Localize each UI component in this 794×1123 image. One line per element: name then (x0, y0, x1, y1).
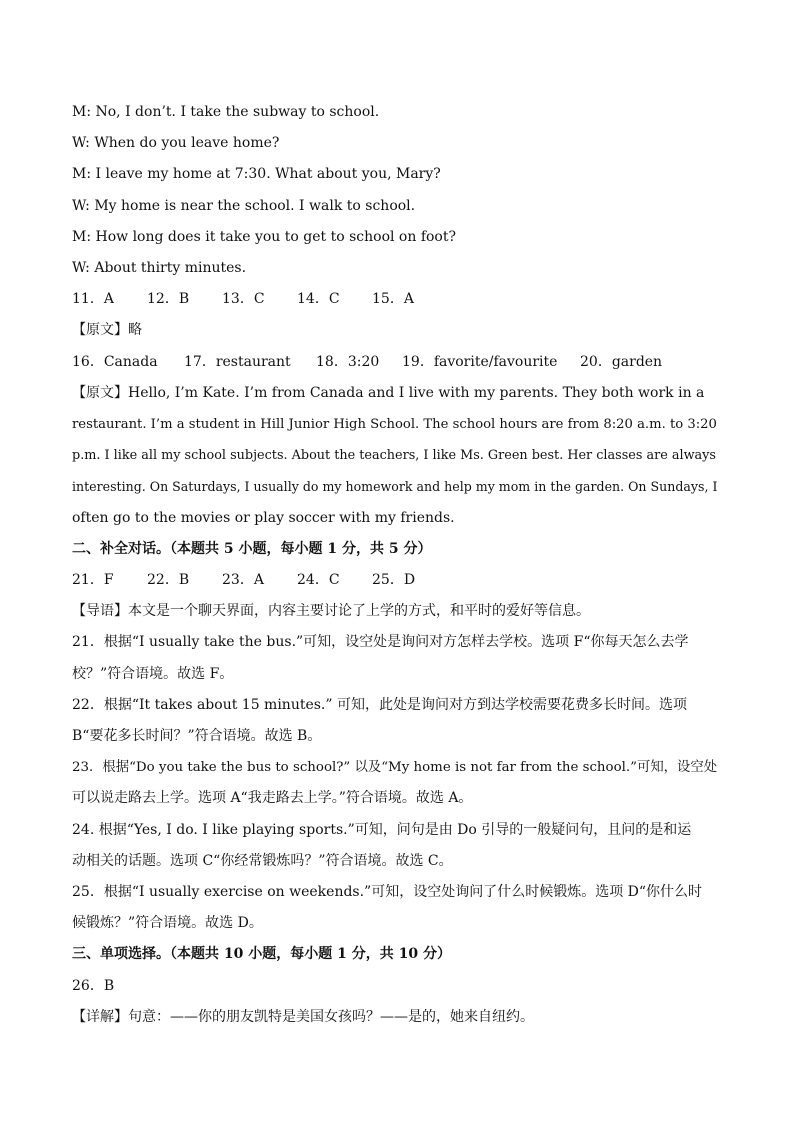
answers-21-25 (72, 565, 724, 596)
answer-item: 14．C (297, 291, 340, 308)
dialogue-line: M: How long does it take you to get to school on foot? (72, 228, 456, 245)
explanation-line: 22．根据“It takes about 15 minutes.” 可知，此处是询问对方到达学校需要花费多长时间。选项 (72, 696, 687, 713)
explanation-line: B“要花多长时间？”符合语境。故选 B。 (72, 728, 322, 745)
passage-line: often go to the movies or play soccer with my friends. (72, 509, 455, 526)
answer-item: 20．garden (580, 353, 663, 370)
answer-item: 15．A (372, 291, 414, 308)
dialogue-line: W: About thirty minutes. (72, 260, 247, 277)
answers-16-20 (72, 347, 724, 378)
answer-item: 21．F (72, 572, 114, 589)
document-page (72, 97, 724, 1033)
explanation-line: 校？”符合语境。故选 F。 (72, 665, 234, 682)
answer-item: 25．D (372, 572, 416, 589)
dialogue-line: W: When do you leave home? (72, 135, 280, 152)
guide-text: 【导语】本文是一个聊天界面，内容主要讨论了上学的方式，和平时的爱好等信息。 (72, 603, 590, 620)
dialogue-line: W: My home is near the school. I walk to school. (72, 197, 416, 214)
answer-item: 19．favorite/favourite (402, 353, 558, 370)
explanation-line: 24. 根据“Yes, I do. I like playing sports.”可知，问句是由 Do 引导的一般疑问句，且问的是和运 (72, 821, 692, 838)
explanation-line: 动相关的话题。选项 C“你经常锻炼吗？”符合语境。故选 C。 (72, 852, 453, 869)
detail-26: 【详解】句意：——你的朋友凯特是美国女孩吗？——是的，她来自纽约。 (72, 1008, 534, 1025)
answers-11-15 (72, 284, 724, 315)
answer-item: 22．B (147, 572, 190, 589)
original-note: 【原文】略 (72, 322, 142, 339)
dialogue-line: M: No, I don’t. I take the subway to school. (72, 104, 380, 120)
passage-line: restaurant. I’m a student in Hill Junior High School. The school hours are from 8:20 a.m. to 3:20 (72, 417, 717, 433)
answer-item: 13．C (222, 291, 265, 308)
answer-item: 23．A (222, 572, 264, 589)
section-heading: 二、补全对话。（本题共 5 小题，每小题 1 分，共 5 分） (72, 540, 432, 557)
answer-item: 12．B (147, 291, 190, 308)
answer-item: 18．3:20 (316, 353, 380, 370)
passage-line: 【原文】Hello, I’m Kate. I’m from Canada and I live with my parents. They both work in a (72, 384, 705, 401)
explanation-line: 21．根据“I usually take the bus.”可知，设空处是询问对方怎样去学校。选项 F“你每天怎么去学 (72, 634, 689, 651)
explanation-line: 可以说走路去上学。选项 A“我走路去上学。”符合语境。故选 A。 (72, 790, 473, 807)
answer-item: 16．Canada (72, 353, 158, 370)
passage-line: p.m. I like all my school subjects. About the teachers, I like Ms. Green best. Her classes are always (72, 448, 716, 464)
explanation-line: 23．根据“Do you take the bus to school?” 以及“My home is not far from the school.”可知，设空处 (72, 760, 718, 776)
dialogue-line: M: I leave my home at 7:30. What about you, Mary? (72, 166, 441, 183)
explanation-line: 候锻炼？”符合语境。故选 D。 (72, 915, 263, 932)
answer-item: 24．C (297, 572, 340, 589)
answer-26: 26．B (72, 977, 115, 994)
answer-item: 11．A (72, 291, 114, 308)
passage-line: interesting. On Saturdays, I usually do my homework and help my mom in the garden. On Sundays, I (72, 479, 718, 495)
answer-item: 17．restaurant (184, 353, 291, 370)
explanation-line: 25．根据“I usually exercise on weekends.”可知，设空处询问了什么时候锻炼。选项 D“你什么时 (72, 884, 703, 901)
section-heading: 三、单项选择。（本题共 10 小题，每小题 1 分，共 10 分） (72, 946, 451, 963)
